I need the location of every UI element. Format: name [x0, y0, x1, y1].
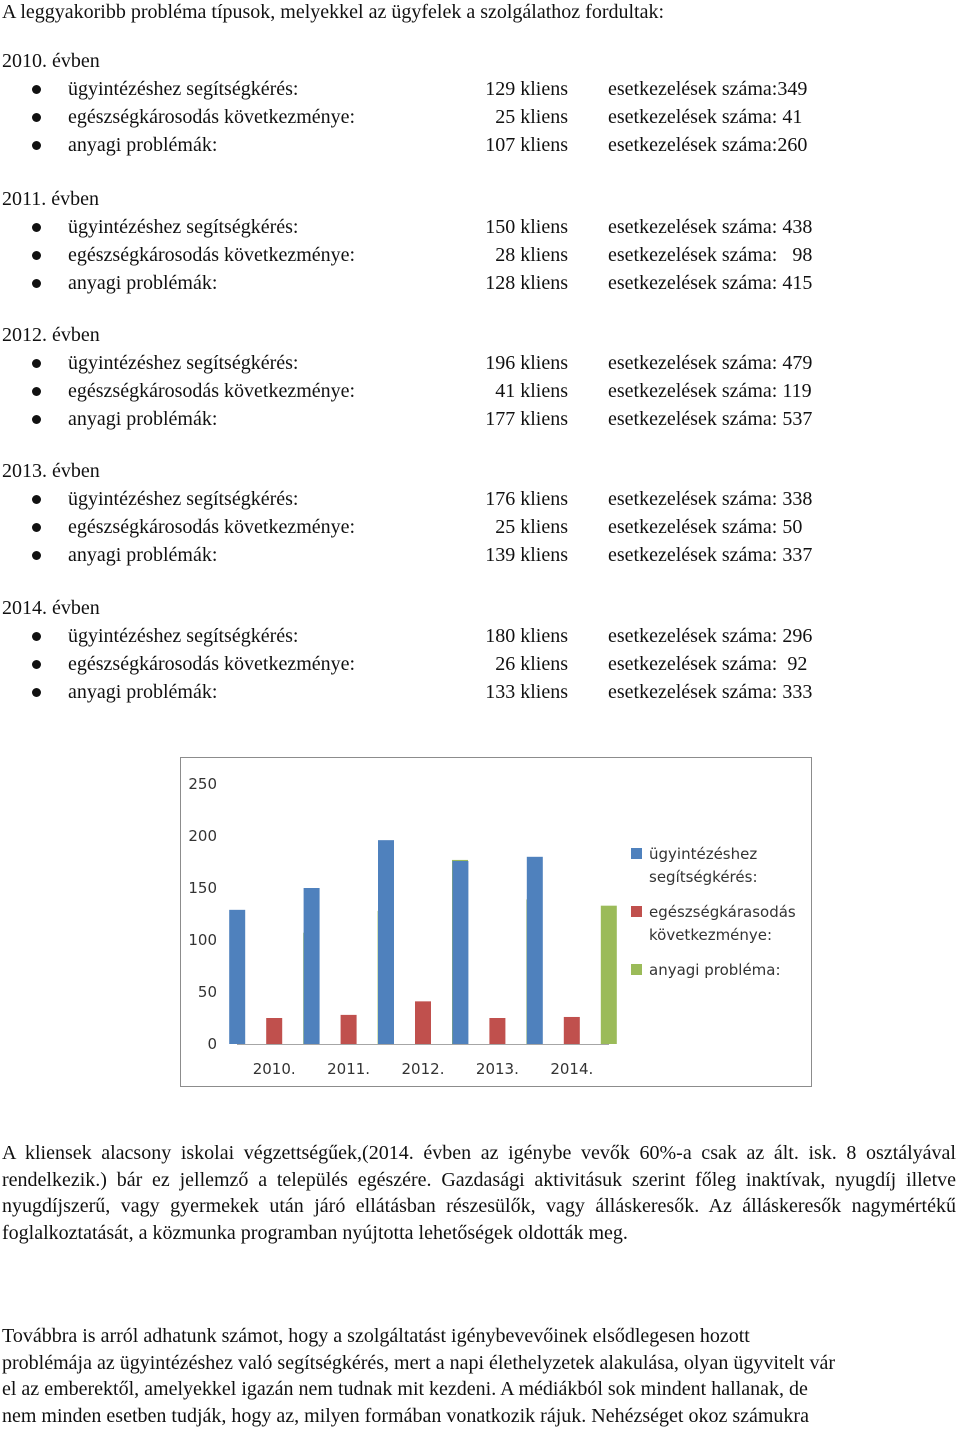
- bar-series-1: [378, 840, 394, 1044]
- case-count: esetkezelések száma: 479: [608, 352, 813, 374]
- client-count: 176 kliens: [485, 488, 568, 510]
- client-count: 139 kliens: [485, 544, 568, 566]
- case-count: esetkezelések száma: 41: [608, 106, 803, 128]
- year-title: 2014. évben: [2, 597, 100, 619]
- list-item: [0, 241, 960, 269]
- text-line: nem minden esetben tudják, hogy az, milyen formában vonatkozik rájuk. Nehézséget okoz számukra: [2, 1404, 809, 1427]
- x-tick-label: 2010.: [252, 1060, 296, 1078]
- legend-label: anyagi probléma:: [649, 961, 781, 979]
- client-count: 41 kliens: [495, 380, 568, 402]
- legend-swatch-1: [631, 848, 642, 859]
- problem-label: ügyintézéshez segítségkérés:: [68, 216, 299, 238]
- bar-series-2: [266, 1018, 282, 1044]
- x-tick-label: 2011.: [327, 1060, 371, 1078]
- list-item: [0, 349, 960, 377]
- problem-label: anyagi problémák:: [68, 272, 218, 294]
- list-item: [0, 75, 960, 103]
- year-title: 2012. évben: [2, 324, 100, 346]
- list-item: [0, 377, 960, 405]
- list-item: [0, 405, 960, 433]
- list-item: [0, 650, 960, 678]
- body-paragraph: A kliensek alacsony iskolai végzettségűek,(2014. évben az igénybe vevők 60%-a csak az ált. isk. 8 osztályával rendelkezik.) bár ez jellemző a település egészére. Gazdasági aktivitásuk szerint főleg inaktívak, nyugdíj illetve nyugdíjszerű, vagy gyermekek után járó ellátásban részesülők, vagy álláskeresők. Az álláskeresők nagymértékű foglalkoztatását, a közmunka programban nyújtotta lehetőségek oldották meg.: [2, 1142, 956, 1244]
- list-item: [0, 678, 960, 706]
- year-title: 2013. évben: [2, 460, 100, 482]
- problem-label: ügyintézéshez segítségkérés:: [68, 352, 299, 374]
- bullet-icon: [32, 632, 41, 641]
- bullet-icon: [32, 223, 41, 232]
- y-tick-label: 250: [188, 775, 217, 793]
- bar-chart: [180, 757, 812, 1087]
- problem-label: egészségkárosodás következménye:: [68, 653, 356, 675]
- case-count: esetkezelések száma: 296: [608, 625, 813, 647]
- case-count: esetkezelések száma: 50: [608, 516, 803, 538]
- client-count: 25 kliens: [495, 516, 568, 538]
- case-count: esetkezelések száma: 333: [608, 681, 813, 703]
- bullet-icon: [32, 523, 41, 532]
- list-item: [0, 513, 960, 541]
- x-tick-label: 2012.: [401, 1060, 445, 1078]
- case-count: esetkezelések száma: 98: [608, 244, 813, 266]
- legend-label: egészségkárasodás következménye:: [649, 903, 796, 944]
- problem-label: ügyintézéshez segítségkérés:: [68, 488, 299, 510]
- problem-label: ügyintézéshez segítségkérés:: [68, 625, 299, 647]
- case-count: esetkezelések száma:349: [608, 78, 808, 100]
- x-tick-label: 2013.: [475, 1060, 519, 1078]
- bar-series-1: [229, 910, 245, 1044]
- problem-label: egészségkárosodás következménye:: [68, 380, 356, 402]
- case-count: esetkezelések száma: 337: [608, 544, 813, 566]
- bar-series-1: [304, 888, 320, 1044]
- problem-label: anyagi problémák:: [68, 681, 218, 703]
- list-item: [0, 622, 960, 650]
- case-count: esetkezelések száma: 537: [608, 408, 813, 430]
- y-tick-label: 200: [188, 827, 217, 845]
- text-line: el az emberektől, amelyekkel igazán nem tudnak mit kezdeni. A médiákból sok mindent hallanak, de: [2, 1378, 808, 1400]
- list-item: [0, 213, 960, 241]
- year-title: 2010. évben: [2, 50, 100, 72]
- chart-svg: [181, 758, 811, 1086]
- bar-series-1: [527, 857, 543, 1044]
- case-count: esetkezelések száma: 92: [608, 653, 808, 675]
- bullet-icon: [32, 113, 41, 122]
- y-tick-label: 100: [188, 931, 217, 949]
- text-line: Továbbra is arról adhatunk számot, hogy a szolgáltatást igénybevevőinek elsődlegesen hozott: [2, 1325, 750, 1347]
- list-item: [0, 269, 960, 297]
- bar-series-3: [601, 906, 617, 1044]
- client-count: 196 kliens: [485, 352, 568, 374]
- bullet-icon: [32, 251, 41, 260]
- bar-series-2: [341, 1015, 357, 1044]
- client-count: 129 kliens: [485, 78, 568, 100]
- problem-label: egészségkárosodás következménye:: [68, 244, 356, 266]
- year-title: 2011. évben: [2, 188, 100, 210]
- y-tick-label: 0: [207, 1035, 217, 1053]
- client-count: 177 kliens: [485, 408, 568, 430]
- bullet-icon: [32, 551, 41, 560]
- case-count: esetkezelések száma: 338: [608, 488, 813, 510]
- legend-swatch-2: [631, 906, 642, 917]
- intro-heading: A leggyakoribb probléma típusok, melyekkel az ügyfelek a szolgálathoz fordultak:: [2, 1, 665, 23]
- y-tick-label: 150: [188, 879, 217, 897]
- y-tick-label: 50: [197, 983, 217, 1001]
- legend-label: ügyintézéshez segítségkérés:: [649, 845, 758, 886]
- case-count: esetkezelések száma: 415: [608, 272, 813, 294]
- problem-label: ügyintézéshez segítségkérés:: [68, 78, 299, 100]
- bar-series-1: [452, 861, 468, 1044]
- bullet-icon: [32, 415, 41, 424]
- bullet-icon: [32, 279, 41, 288]
- client-count: 128 kliens: [485, 272, 568, 294]
- bar-series-2: [415, 1001, 431, 1044]
- case-count: esetkezelések száma: 438: [608, 216, 813, 238]
- bullet-icon: [32, 688, 41, 697]
- text-line: problémája az ügyintézéshez való segítségkérés, mert a napi élethelyzetek alakulása, olyan ügyvitelt vár: [2, 1351, 835, 1374]
- legend-swatch-3: [631, 964, 642, 975]
- bullet-icon: [32, 85, 41, 94]
- case-count: esetkezelések száma:260: [608, 134, 808, 156]
- problem-label: anyagi problémák:: [68, 544, 218, 566]
- list-item: [0, 485, 960, 513]
- problem-label: anyagi problémák:: [68, 408, 218, 430]
- bullet-icon: [32, 495, 41, 504]
- problem-label: egészségkárosodás következménye:: [68, 106, 356, 128]
- client-count: 150 kliens: [485, 216, 568, 238]
- body-paragraph-continued: [2, 1323, 958, 1429]
- client-count: 28 kliens: [495, 244, 568, 266]
- client-count: 25 kliens: [495, 106, 568, 128]
- bullet-icon: [32, 141, 41, 150]
- bullet-icon: [32, 387, 41, 396]
- bullet-icon: [32, 660, 41, 669]
- bar-series-2: [489, 1018, 505, 1044]
- list-item: [0, 103, 960, 131]
- list-item: [0, 131, 960, 159]
- x-tick-label: 2014.: [550, 1060, 594, 1078]
- bullet-icon: [32, 359, 41, 368]
- problem-label: anyagi problémák:: [68, 134, 218, 156]
- case-count: esetkezelések száma: 119: [608, 380, 812, 402]
- client-count: 180 kliens: [485, 625, 568, 647]
- bar-series-2: [564, 1017, 580, 1044]
- client-count: 26 kliens: [495, 653, 568, 675]
- client-count: 133 kliens: [485, 681, 568, 703]
- client-count: 107 kliens: [485, 134, 568, 156]
- problem-label: egészségkárosodás következménye:: [68, 516, 356, 538]
- list-item: [0, 541, 960, 569]
